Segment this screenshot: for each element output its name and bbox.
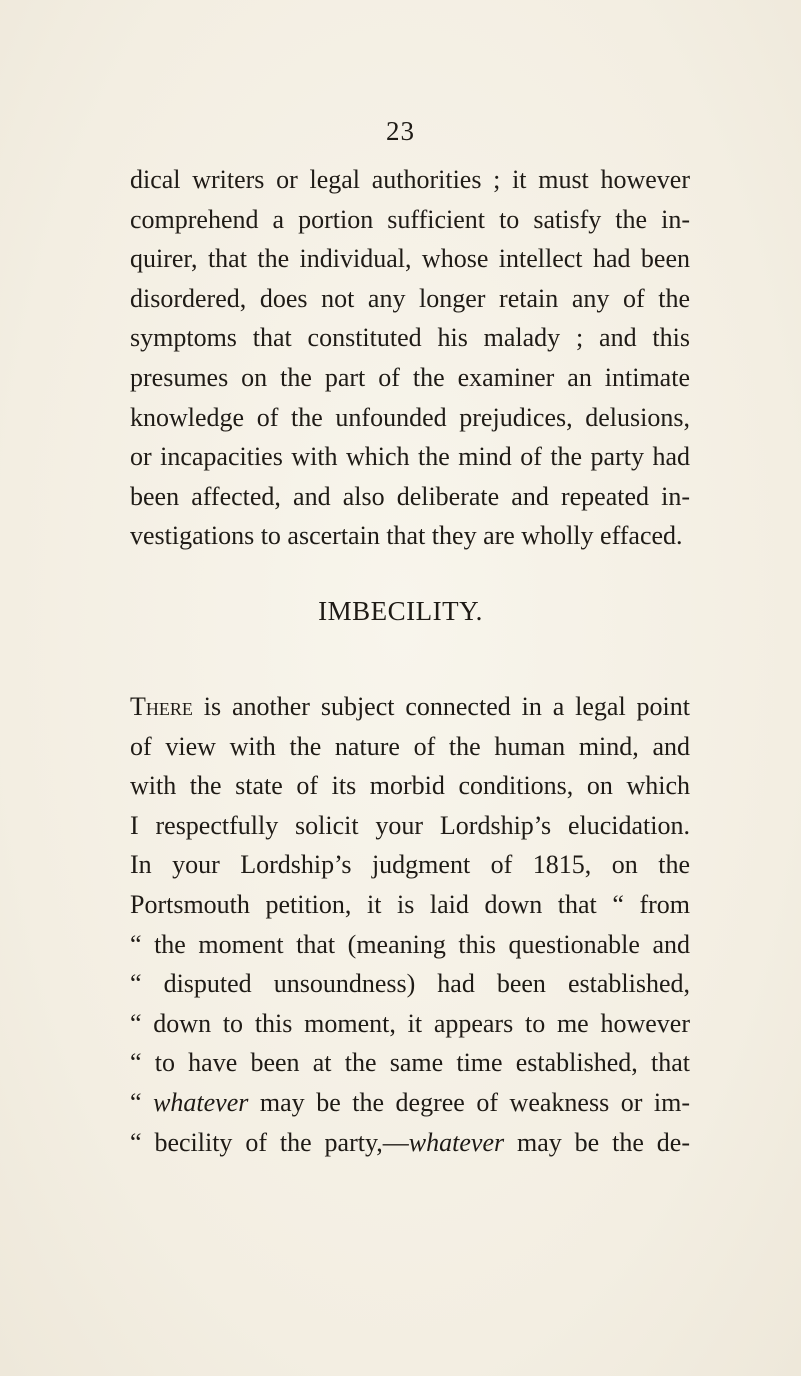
text-line: vestigations to ascertain that they are wholly effaced. [130, 521, 683, 551]
italic-word: whatever [408, 1127, 505, 1157]
quote-prefix: “ becility of the party,— [130, 1127, 409, 1157]
text-line [130, 687, 690, 727]
line-rest: may be the degree of weakness or im- [248, 1087, 690, 1117]
text-line: quirer, that the individual, whose intellect had been [130, 244, 690, 274]
lead-word: There [130, 692, 193, 721]
paragraph-2 [130, 687, 690, 1162]
text-line: knowledge of the unfounded prejudices, delusions, [130, 402, 690, 432]
text-line: with the state of its morbid conditions, on which [130, 771, 690, 801]
section-heading: IMBECILITY. [318, 596, 483, 626]
text-line [130, 1083, 690, 1123]
text-line: I respectfully solicit your Lordship’s elucidation. [130, 810, 690, 840]
paragraph-1 [130, 160, 690, 556]
text-line: “ down to this moment, it appears to me however [130, 1008, 690, 1038]
text-line: been affected, and also deliberate and repeated in- [130, 481, 690, 511]
text-line: In your Lordship’s judgment of 1815, on the [130, 850, 690, 880]
quote-prefix: “ [130, 1087, 154, 1117]
line-rest: may be the de- [504, 1127, 690, 1157]
text-line: or incapacities with which the mind of the party had [130, 442, 690, 472]
text-line: of view with the nature of the human mind, and [130, 731, 690, 761]
text-line: Portsmouth petition, it is laid down that “ from [130, 889, 690, 919]
text-line: dical writers or legal authorities ; it must however [130, 165, 690, 194]
text-line: “ disputed unsoundness) had been established, [130, 969, 690, 999]
text-line: “ to have been at the same time established, that [130, 1048, 690, 1078]
page-number: 23 [386, 116, 415, 146]
text-line [130, 1123, 690, 1163]
text-line: symptoms that constituted his malady ; and this [130, 323, 690, 353]
text-line: comprehend a portion sufficient to satisfy the in- [130, 204, 690, 234]
italic-word: whatever [153, 1087, 249, 1117]
text-line: disordered, does not any longer retain any of the [130, 283, 690, 313]
lead-line-rest: is another subject connected in a legal point [192, 692, 690, 721]
text-line: presumes on the part of the examiner an intimate [130, 362, 690, 392]
text-line: “ the moment that (meaning this questionable and [130, 929, 690, 959]
